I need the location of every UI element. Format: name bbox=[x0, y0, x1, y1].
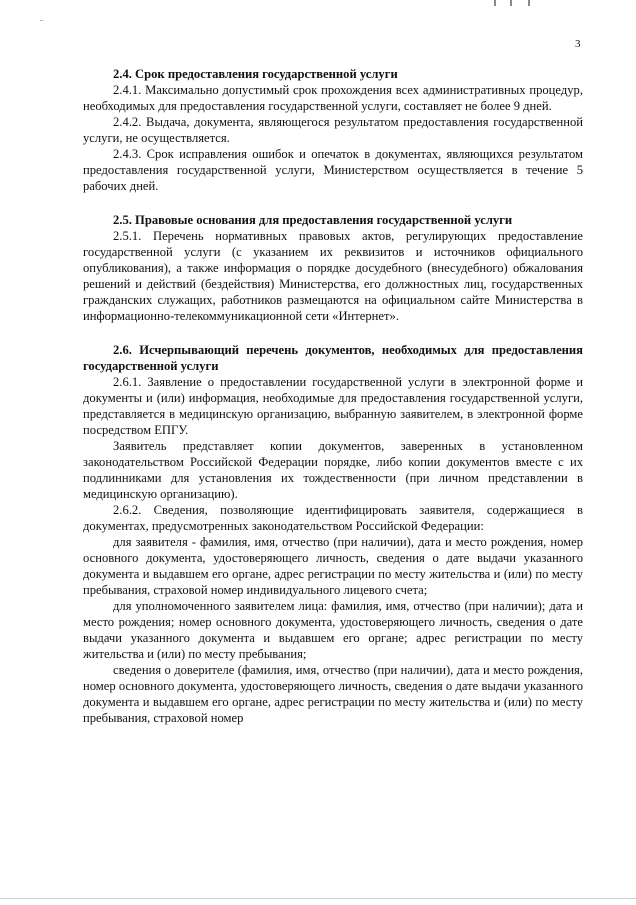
section-heading: 2.5. Правовые основания для предоставления государственной услуги bbox=[113, 213, 513, 227]
paragraph: 2.4.1. Максимально допустимый срок прохождения всех административных процедур, необходимых для предоставления государственной услуги, составляет не более 9 дней. bbox=[83, 83, 583, 113]
paragraph: 2.6.2. Сведения, позволяющие идентифицировать заявителя, содержащиеся в документах, предусмотренных законодательством Российской Федерации: bbox=[83, 503, 583, 533]
section-heading: 2.6. Исчерпывающий перечень документов, необходимых для предоставления государственной услуги bbox=[83, 343, 583, 373]
section-2-5 bbox=[83, 212, 583, 324]
paragraph: Заявитель представляет копии документов, заверенных в установленном законодательством Российской Федерации порядке, либо копии документов вместе с их подлинниками для установления их тождественности (при личном представлении в медицинскую организацию). bbox=[83, 439, 583, 501]
paragraph: 2.4.2. Выдача, документа, являющегося результатом предоставления государственной услуги, не осуществляется. bbox=[83, 115, 583, 145]
section-2-6 bbox=[83, 342, 583, 726]
paragraph: 2.5.1. Перечень нормативных правовых актов, регулирующих предоставление государственной услуги (с указанием их реквизитов и источников официального опубликования), а также информация о порядке досудебного (внесудебного) обжалования решений и действий (бездействия) Министерства, его должностных лиц, государственных гражданских служащих, работников размещаются на официальном сайте Министерства в информационно-телекоммуникационной сети «Интернет». bbox=[83, 229, 583, 323]
paragraph: для заявителя - фамилия, имя, отчество (при наличии), дата и место рождения, номер основного документа, удостоверяющего личность, сведения о дате выдачи указанного документа и выдавшем его органе, адрес регистрации по месту жительства и (или) по месту пребывания, страховой номер индивидуального лицевого счета; bbox=[83, 535, 583, 597]
scan-artifact-bottom bbox=[0, 898, 636, 899]
scan-artifact-dot bbox=[40, 20, 43, 21]
scan-artifact-top bbox=[488, 0, 548, 6]
section-heading: 2.4. Срок предоставления государственной услуги bbox=[113, 67, 398, 81]
paragraph: для уполномоченного заявителем лица: фамилия, имя, отчество (при наличии); дата и место рождения; номер основного документа, удостоверяющего личность, сведения о дате выдачи указанного документа и выдавшем его органе; адрес регистрации по месту жительства и (или) по месту пребывания; bbox=[83, 599, 583, 661]
paragraph: сведения о доверителе (фамилия, имя, отчество (при наличии), дата и место рождения, номер основного документа, удостоверяющего личность, сведения о дате выдачи указанного документа и выдавшем его органе, адрес регистрации по месту жительства и (или) по месту пребывания, страховой номер bbox=[83, 663, 583, 725]
section-2-4 bbox=[83, 66, 583, 194]
paragraph: 2.6.1. Заявление о предоставлении государственной услуги в электронной форме и документы и (или) информация, необходимые для предоставления государственной услуги, представляется в медицинскую организацию, выбранную заявителем, в электронной форме посредством ЕПГУ. bbox=[83, 375, 583, 437]
page-number: 3 bbox=[575, 38, 581, 50]
document-body bbox=[83, 66, 583, 726]
paragraph: 2.4.3. Срок исправления ошибок и опечаток в документах, являющихся результатом предоставления государственной услуги, Министерством осуществляется в течение 5 рабочих дней. bbox=[83, 147, 583, 193]
